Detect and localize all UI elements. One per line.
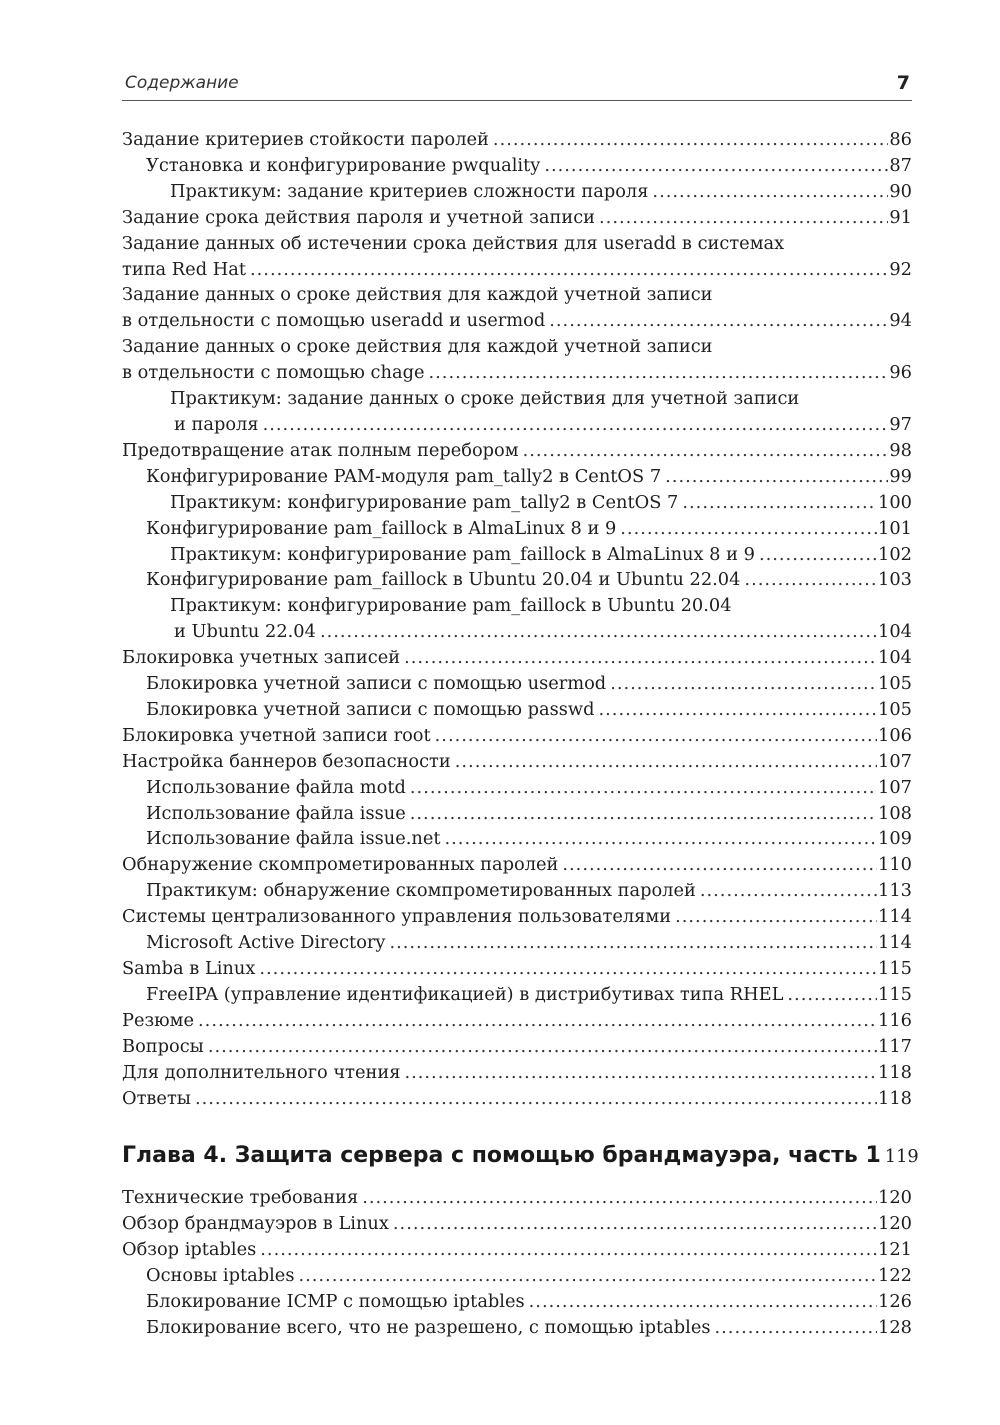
toc-entry-row bbox=[146, 1289, 912, 1315]
toc-entry-page-number: 116 bbox=[878, 1009, 912, 1031]
toc-entry-page-number: 97 bbox=[889, 413, 912, 435]
toc-entry[interactable] bbox=[122, 852, 912, 878]
toc-entry-title-line: Samba в Linux bbox=[122, 958, 256, 979]
toc-entry[interactable] bbox=[122, 593, 912, 645]
dot-leader bbox=[195, 1086, 877, 1112]
dot-leader bbox=[610, 671, 877, 697]
toc-entry-title-line: Блокировка учетной записи с помощью passwd bbox=[146, 698, 595, 720]
toc-entry-row bbox=[146, 1263, 912, 1289]
dot-leader bbox=[682, 490, 877, 516]
toc-entry-title-line: Microsoft Active Directory bbox=[146, 932, 386, 954]
toc-entry-row bbox=[146, 697, 912, 723]
toc-list bbox=[122, 127, 912, 1111]
toc-entry-page-number: 99 bbox=[889, 465, 912, 487]
toc-entry-title-line: Настройка баннеров безопасности bbox=[122, 750, 451, 772]
toc-entry[interactable] bbox=[122, 153, 912, 179]
toc-entry-page-number: 117 bbox=[878, 1035, 912, 1057]
toc-entry-row bbox=[122, 1034, 912, 1060]
toc-entry[interactable] bbox=[122, 1263, 912, 1289]
toc-entry-page-number: 122 bbox=[878, 1264, 912, 1286]
toc-entry[interactable] bbox=[122, 930, 912, 956]
toc-entry[interactable] bbox=[122, 567, 912, 593]
dot-leader bbox=[599, 205, 888, 231]
toc-entry-page-number: 108 bbox=[878, 802, 912, 824]
toc-entry-title-line: Практикум: обнаружение скомпрометированных паролей bbox=[146, 880, 696, 902]
dot-leader bbox=[410, 775, 877, 801]
toc-entry-page-number: 126 bbox=[878, 1290, 912, 1312]
toc-entry[interactable] bbox=[122, 490, 912, 516]
toc-entry[interactable] bbox=[122, 1289, 912, 1315]
running-header bbox=[122, 70, 912, 101]
toc-entry-page-number: 128 bbox=[878, 1316, 912, 1338]
toc-entry-title-line: Предотвращение атак полным перебором bbox=[122, 439, 519, 461]
toc-entry-page-number: 115 bbox=[878, 983, 912, 1005]
toc-entry-page-number: 94 bbox=[889, 310, 912, 332]
toc-entry[interactable] bbox=[122, 179, 912, 205]
toc-entry-title-line: Блокирование всего, что не разрешено, с помощью iptables bbox=[146, 1316, 711, 1338]
toc-entry-row bbox=[146, 982, 912, 1008]
dot-leader bbox=[620, 516, 877, 542]
toc-entry-row bbox=[122, 904, 912, 930]
toc-entry-row bbox=[122, 360, 912, 386]
toc-entry-row bbox=[122, 257, 912, 283]
toc-entry-title-line: в отдельности с помощью chage bbox=[122, 362, 425, 384]
chapter-title: Глава 4. Защита сервера с помощью брандмауэра, часть 1 bbox=[122, 1143, 881, 1168]
toc-entry-title-line: Практикум: конфигурирование pam_faillock в AlmaLinux 8 и 9 bbox=[170, 543, 755, 565]
toc-entry-row bbox=[122, 438, 912, 464]
toc-entry-row bbox=[122, 308, 912, 334]
toc-entry-title-line: Конфигурирование pam_faillock в Ubuntu 20.04 и Ubuntu 22.04 bbox=[146, 569, 741, 591]
toc-entry-page-number: 90 bbox=[889, 180, 912, 202]
chapter-toc-list bbox=[122, 1185, 912, 1340]
toc-entry-title-line: типа Red Hat bbox=[122, 258, 246, 280]
toc-entry-row bbox=[122, 1008, 912, 1034]
dot-leader bbox=[263, 412, 889, 438]
toc-entry-page-number: 110 bbox=[878, 854, 912, 876]
toc-entry-row bbox=[146, 516, 912, 542]
toc-entry-row bbox=[122, 1060, 912, 1086]
dot-leader bbox=[428, 360, 888, 386]
toc-entry-row bbox=[146, 671, 912, 697]
toc-entry[interactable] bbox=[122, 775, 912, 801]
dot-leader bbox=[523, 438, 889, 464]
toc-entry-page-number: 91 bbox=[889, 206, 912, 228]
toc-entry[interactable] bbox=[122, 1086, 912, 1112]
dot-leader bbox=[759, 542, 877, 568]
toc-entry-title-line: Установка и конфигурирование pwquality bbox=[146, 154, 541, 176]
dot-leader bbox=[652, 179, 888, 205]
toc-entry-row bbox=[170, 619, 912, 645]
toc-entry-title-line: FreeIPA (управление идентификацией) в дистрибутивах типа RHEL bbox=[146, 983, 784, 1005]
toc-entry-title-line: Практикум: конфигурирование pam_faillock в Ubuntu 20.04 bbox=[170, 595, 732, 617]
dot-leader bbox=[675, 904, 877, 930]
toc-entry-row bbox=[170, 490, 912, 516]
toc-entry-title-line: Технические требования bbox=[122, 1187, 359, 1208]
toc-entry-page-number: 103 bbox=[878, 569, 912, 591]
toc-entry-page-number: 102 bbox=[878, 543, 912, 565]
toc-entry-page-number: 109 bbox=[878, 828, 912, 850]
toc-entry-row bbox=[122, 127, 912, 153]
dot-leader bbox=[529, 1289, 877, 1315]
toc-entry-title-line: Конфигурирование pam_faillock в AlmaLinux 8 и 9 bbox=[146, 517, 617, 539]
toc-entry-row bbox=[122, 1185, 912, 1211]
dot-leader bbox=[435, 723, 877, 749]
toc-entry[interactable] bbox=[122, 1237, 912, 1263]
toc-entry-row bbox=[170, 179, 912, 205]
toc-entry-title-line: Обзор iptables bbox=[122, 1238, 257, 1260]
toc-entry-title-line: в отдельности с помощью useradd и usermod bbox=[122, 310, 546, 332]
toc-entry-title-line: Использование файла issue bbox=[146, 802, 406, 824]
toc-entry-page-number: 96 bbox=[889, 362, 912, 384]
toc-entry-page-number: 104 bbox=[878, 647, 912, 669]
toc-entry-row bbox=[122, 205, 912, 231]
dot-leader bbox=[544, 153, 888, 179]
toc-entry-row bbox=[146, 567, 912, 593]
toc-entry-row bbox=[122, 749, 912, 775]
toc-entry[interactable] bbox=[122, 1008, 912, 1034]
toc-entry-title-line: Обнаружение скомпрометированных паролей bbox=[122, 854, 559, 876]
toc-entry-title-line: Для дополнительного чтения bbox=[122, 1061, 401, 1083]
toc-entry-page-number: 100 bbox=[878, 491, 912, 513]
dot-leader bbox=[549, 308, 888, 334]
dot-leader bbox=[700, 878, 877, 904]
toc-entry-title-line: Использование файла issue.net bbox=[146, 828, 441, 850]
dot-leader bbox=[393, 1211, 877, 1237]
toc-entry-page-number: 113 bbox=[878, 880, 912, 902]
chapter-heading[interactable] bbox=[122, 1143, 919, 1168]
toc-entry[interactable] bbox=[122, 1060, 912, 1086]
dot-leader bbox=[362, 1185, 877, 1211]
toc-entry-title-line: Задание данных об истечении срока действия для useradd в системах bbox=[122, 232, 785, 254]
toc-entry-title-line: Практикум: задание данных о сроке действия для учетной записи bbox=[170, 388, 800, 410]
toc-entry-row bbox=[146, 153, 912, 179]
toc-entry-page-number: 120 bbox=[878, 1187, 912, 1208]
toc-entry-page-number: 118 bbox=[878, 1061, 912, 1083]
toc-entry[interactable] bbox=[122, 1185, 912, 1211]
dot-leader bbox=[410, 801, 877, 827]
toc-entry-title-line: Блокировка учетной записи root bbox=[122, 724, 431, 746]
dot-leader bbox=[445, 826, 878, 852]
dot-leader bbox=[715, 1315, 878, 1341]
dot-leader bbox=[259, 956, 877, 982]
toc-entry-page-number: 114 bbox=[878, 932, 912, 954]
toc-entry-page-number: 105 bbox=[878, 698, 912, 720]
toc-entry-row bbox=[146, 1315, 912, 1341]
toc-entry-row bbox=[146, 775, 912, 801]
toc-entry-row bbox=[122, 1211, 912, 1237]
toc-entry[interactable] bbox=[122, 127, 912, 153]
toc-entry-row bbox=[146, 930, 912, 956]
toc-entry-title-line: Задание данных о сроке действия для каждой учетной записи bbox=[122, 284, 713, 306]
toc-entry[interactable] bbox=[122, 1211, 912, 1237]
dot-leader bbox=[493, 127, 888, 153]
toc-entry-title-line: Задание срока действия пароля и учетной записи bbox=[122, 206, 596, 228]
running-header-section-title: Содержание bbox=[125, 73, 239, 93]
dot-leader bbox=[404, 1060, 877, 1086]
toc-entry-page-number: 86 bbox=[889, 129, 912, 150]
toc-entry-page-number: 87 bbox=[889, 154, 912, 176]
toc-entry[interactable] bbox=[122, 826, 912, 852]
toc-entry-title-line: и пароля bbox=[174, 413, 259, 435]
dot-leader bbox=[250, 257, 888, 283]
toc-entry-page-number: 115 bbox=[878, 958, 912, 979]
toc-entry-row bbox=[146, 878, 912, 904]
toc-entry[interactable] bbox=[122, 645, 912, 671]
toc-entry[interactable] bbox=[122, 749, 912, 775]
toc-entry-page-number: 92 bbox=[889, 258, 912, 280]
toc-entry-page-number: 121 bbox=[878, 1238, 912, 1260]
dot-leader bbox=[787, 982, 877, 1008]
dot-leader bbox=[404, 645, 877, 671]
toc-entry[interactable] bbox=[122, 671, 912, 697]
dot-leader bbox=[562, 852, 877, 878]
toc-entry-row bbox=[122, 723, 912, 749]
toc-entry-title-line: Системы централизованного управления пользователями bbox=[122, 906, 672, 928]
toc-entry-row bbox=[122, 645, 912, 671]
dot-leader bbox=[320, 619, 877, 645]
toc-entry[interactable] bbox=[122, 1034, 912, 1060]
toc-entry[interactable] bbox=[122, 878, 912, 904]
toc-entry[interactable] bbox=[122, 205, 912, 231]
dot-leader bbox=[208, 1034, 877, 1060]
dot-leader bbox=[389, 930, 877, 956]
toc-entry[interactable] bbox=[122, 334, 912, 386]
toc-entry-row bbox=[122, 956, 912, 982]
toc-entry-page-number: 114 bbox=[878, 906, 912, 928]
toc-entry-title-line: Блокировка учетных записей bbox=[122, 647, 401, 669]
toc-entry[interactable] bbox=[122, 386, 912, 438]
dot-leader bbox=[665, 464, 888, 490]
toc-entry-row bbox=[122, 1086, 912, 1112]
toc-entry-title-line: Резюме bbox=[122, 1009, 195, 1031]
dot-leader bbox=[260, 1237, 877, 1263]
toc-entry-row bbox=[170, 412, 912, 438]
toc-entry[interactable] bbox=[122, 1315, 912, 1341]
toc-entry-title-line: Использование файла motd bbox=[146, 776, 406, 798]
toc-entry-page-number: 98 bbox=[889, 439, 912, 461]
toc-entry-title-line: Ответы bbox=[122, 1087, 191, 1109]
toc-entry[interactable] bbox=[122, 231, 912, 283]
dot-leader bbox=[744, 567, 877, 593]
toc-entry-title-line: Практикум: конфигурирование pam_tally2 в CentOS 7 bbox=[170, 491, 679, 513]
dot-leader bbox=[455, 749, 877, 775]
toc-entry-title-line: и Ubuntu 22.04 bbox=[174, 621, 316, 643]
toc-entry[interactable] bbox=[122, 464, 912, 490]
toc-entry-page-number: 105 bbox=[878, 673, 912, 695]
toc-entry-title-line: Вопросы bbox=[122, 1035, 204, 1057]
toc-entry-title-line: Блокирование ICMP с помощью iptables bbox=[146, 1290, 525, 1312]
toc-entry-page-number: 118 bbox=[878, 1087, 912, 1109]
toc-entry-title-line: Обзор брандмауэров в Linux bbox=[122, 1212, 389, 1234]
dot-leader bbox=[598, 697, 877, 723]
toc-entry-page-number: 120 bbox=[878, 1212, 912, 1234]
toc-entry[interactable] bbox=[122, 801, 912, 827]
toc-entry-row bbox=[122, 1237, 912, 1263]
toc-entry-title-line: Задание данных о сроке действия для каждой учетной записи bbox=[122, 336, 713, 358]
toc-entry-page-number: 101 bbox=[878, 517, 912, 539]
toc-entry-title-line: Конфигурирование PAM-модуля pam_tally2 в CentOS 7 bbox=[146, 465, 662, 487]
toc-entry-title-line: Практикум: задание критериев сложности пароля bbox=[170, 180, 649, 202]
toc-entry-page-number: 106 bbox=[878, 724, 912, 746]
toc-entry-row bbox=[146, 801, 912, 827]
toc-entry[interactable] bbox=[122, 697, 912, 723]
toc-entry-page-number: 107 bbox=[878, 750, 912, 772]
toc-entry[interactable] bbox=[122, 282, 912, 334]
toc-entry-title-line: Блокировка учетной записи с помощью usermod bbox=[146, 673, 607, 695]
toc-entry[interactable] bbox=[122, 723, 912, 749]
toc-entry-title-line: Основы iptables bbox=[146, 1264, 295, 1286]
toc-entry-row bbox=[146, 826, 912, 852]
toc-entry-row bbox=[122, 852, 912, 878]
toc-entry-title-line: Задание критериев стойкости паролей bbox=[122, 129, 489, 150]
toc-entry[interactable] bbox=[122, 542, 912, 568]
toc-entry-page-number: 104 bbox=[878, 621, 912, 643]
toc-entry[interactable] bbox=[122, 516, 912, 542]
page-number: 7 bbox=[896, 72, 910, 94]
toc-entry-row bbox=[146, 464, 912, 490]
chapter-page-number: 119 bbox=[884, 1146, 919, 1167]
toc-entry[interactable] bbox=[122, 904, 912, 930]
toc-entry[interactable] bbox=[122, 956, 912, 982]
dot-leader bbox=[198, 1008, 877, 1034]
toc-entry-row bbox=[170, 542, 912, 568]
toc-entry-page-number: 107 bbox=[878, 776, 912, 798]
dot-leader bbox=[298, 1263, 877, 1289]
toc-entry[interactable] bbox=[122, 438, 912, 464]
toc-entry[interactable] bbox=[122, 982, 912, 1008]
